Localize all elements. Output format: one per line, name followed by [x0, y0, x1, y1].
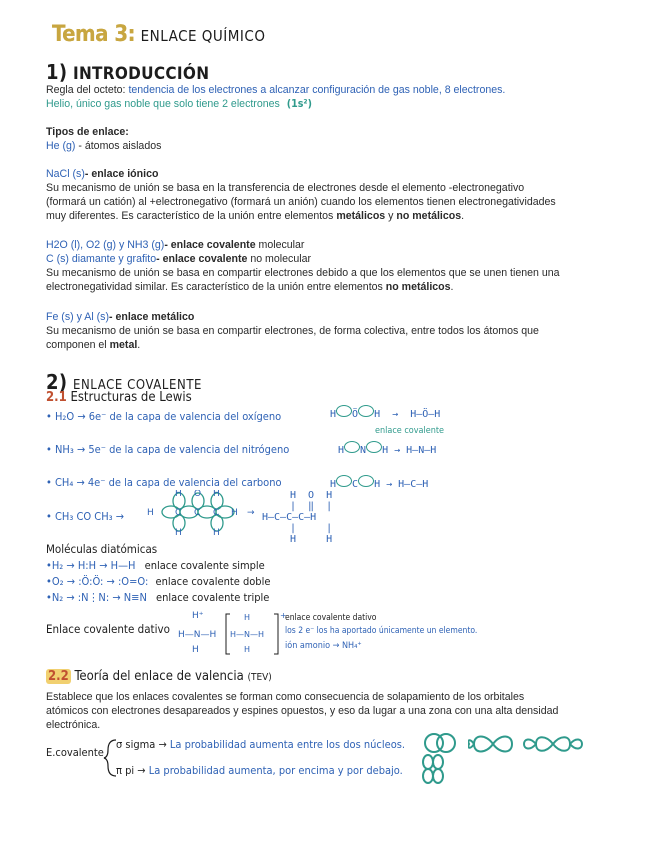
octet-rule: Regla del octeto: tendencia de los electrones a alcanzar configuración de gas noble, 8 electrones. — [46, 84, 506, 96]
ecovalente-label: E.covalente — [46, 746, 104, 759]
lewis-row-nh3: • NH₃ → 5e⁻ de la capa de valencia del nitrógeno — [46, 443, 290, 456]
svg-text:H: H — [244, 613, 251, 622]
ionic-description: Su mecanismo de unión se basa en la transferencia de electrones desde el elemento -electronegativo (formará un catión) al +electronegativo (formará un anión) cuando los elementos tienen electronegatividades muy diferentes. Es característico de la unión entre elementos metálicos y no metálicos. — [46, 182, 556, 222]
acetone-structure: H O H | ‖ | H—C—C—C—H | | H H — [262, 490, 333, 545]
dativo-diagram — [178, 610, 288, 663]
sigma-p-orbital-icon — [468, 732, 518, 761]
lewis-row-acetone: • CH₃ CO CH₃ → — [46, 510, 125, 523]
svg-text:H: H — [213, 528, 220, 536]
diatomic-o2: •O₂ → :Ö:Ö: → :O=O: enlace covalente doble — [46, 575, 271, 588]
title-text: ENLACE QUÍMICO — [140, 27, 266, 45]
svg-text:H—N—H: H—N—H — [230, 630, 265, 639]
metallic-title: Fe (s) y Al (s)- enlace metálico — [46, 311, 195, 323]
page-title — [52, 22, 265, 47]
diatomic-label: Moléculas diatómicas — [46, 542, 158, 556]
lewis-h2o-diagram: H Ö H → H—Ö—H — [330, 404, 440, 422]
dativo-note-1: enlace covalente dativo — [285, 613, 377, 623]
he-type: He (g) - átomos aislados — [46, 140, 162, 152]
svg-text:H: H — [244, 645, 251, 654]
sigma-pp-orbital-icon — [522, 732, 584, 761]
diatomic-n2: •N₂ → :N⋮N: → N≡N enlace covalente triple — [46, 591, 270, 604]
pi-orbital-icon — [418, 754, 448, 789]
section-1-heading: 1) INTRODUCCIÓN — [46, 60, 210, 84]
ionic-title: NaCl (s)- enlace iónico — [46, 168, 159, 180]
dativo-note-2: los 2 e⁻ los ha aportado únicamente un elemento. — [285, 626, 478, 636]
svg-text:H: H — [213, 490, 220, 499]
svg-text:C: C — [175, 508, 182, 518]
svg-text:H: H — [231, 508, 238, 518]
svg-text:+: + — [280, 611, 287, 620]
diatomic-h2: •H₂ → H:H → H—H enlace covalente simple — [46, 559, 265, 572]
subsection-2-2: 2.2 Teoría del enlace de valencia (TEV) — [48, 669, 272, 684]
tev-description: Establece que los enlaces covalentes se forman como consecuencia de solapamiento de los orbitales atómicos con electrones desapareados y espines opuestos, y eso da lugar a una zona con una alta densidad electrónica. — [46, 691, 559, 731]
covalent-description: Su mecanismo de unión se basa en compartir electrones debido a que los elementos que se unen tienen una electronegatividad similar. Es característico de la unión entre elementos no metálicos. — [46, 267, 560, 293]
subsection-2-1: 2.1 Estructuras de Lewis — [46, 390, 192, 405]
metallic-description: Su mecanismo de unión se basa en compartir electrones, de forma colectiva, entre todos los átomos que componen el metal. — [46, 325, 539, 351]
lewis-row-h2o: • H₂O → 6e⁻ de la capa de valencia del oxígeno — [46, 410, 282, 423]
svg-text:O: O — [194, 490, 202, 499]
title-number: Tema 3: — [52, 22, 136, 47]
covalent-title-2: C (s) diamante y grafito- enlace covalente no molecular — [46, 253, 311, 265]
tipos-label: Tipos de enlace: — [46, 126, 129, 138]
dativo-note-3: ión amonio → NH₄⁺ — [285, 641, 362, 651]
section-2-heading: 2) ENLACE COVALENTE — [46, 370, 203, 394]
svg-text:H: H — [175, 490, 182, 499]
svg-text:→: → — [247, 508, 255, 518]
svg-text:C: C — [213, 508, 220, 518]
svg-text:H—N—H: H—N—H — [178, 630, 217, 640]
lewis-ch4-diagram: H C H → H—C—H — [330, 474, 428, 492]
helio-note: Helio, único gas noble que solo tiene 2 electrones (1s²) — [46, 98, 312, 110]
sigma-row: σ sigma → La probabilidad aumenta entre los dos núcleos. — [116, 738, 406, 751]
enlace-covalente-note: enlace covalente — [375, 426, 445, 436]
svg-text:C: C — [194, 508, 201, 518]
pi-row: π pi → La probabilidad aumenta, por encima y por debajo. — [116, 764, 403, 777]
svg-text:H: H — [175, 528, 182, 536]
covalent-title: H2O (l), O2 (g) y NH3 (g)- enlace covalente molecular — [46, 239, 305, 251]
svg-text:H⁺: H⁺ — [192, 611, 204, 621]
lewis-row-ch4: • CH₄ → 4e⁻ de la capa de valencia del carbono — [46, 476, 282, 489]
dativo-label: Enlace covalente dativo — [46, 622, 170, 636]
svg-text:H: H — [192, 645, 199, 655]
lewis-nh3-diagram: H N H → H—N—H — [338, 440, 436, 458]
svg-text:H: H — [147, 508, 154, 518]
